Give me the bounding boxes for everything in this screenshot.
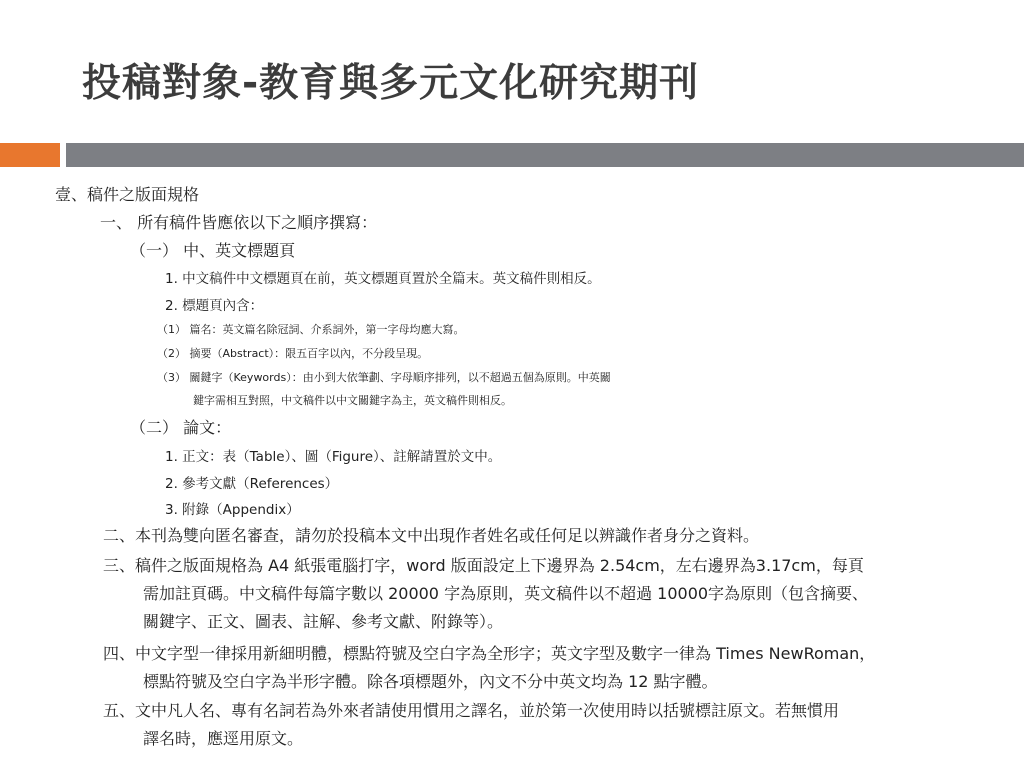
list-item: 1. 正文：表（Table）、圖（Figure）、註解請置於文中。 xyxy=(165,449,502,465)
paragraph: 二、本刊為雙向匿名審查，請勿於投稿本文中出現作者姓名或任何足以辨識作者身分之資料。 xyxy=(103,526,760,545)
paragraph-continuation: 標點符號及空白字為半形字體。除各項標題外，內文不分中英文均為 12 點字體。 xyxy=(143,672,718,691)
sub-heading: （一） 中、英文標題頁 xyxy=(130,241,296,260)
list-item: 1. 中文稿件中文標題頁在前，英文標題頁置於全篇末。英文稿件則相反。 xyxy=(165,271,601,287)
paragraph: 五、文中凡人名、專有名詞若為外來者請使用慣用之譯名，並於第一次使用時以括號標註原文。若無慣用 xyxy=(103,701,840,720)
paragraph-continuation: 需加註頁碼。中文稿件每篇字數以 20000 字為原則，英文稿件以不超過 10000字為原則（包含摘要、 xyxy=(143,584,869,603)
paragraph-continuation: 譯名時，應逕用原文。 xyxy=(143,729,304,748)
paragraph: 四、中文字型一律採用新細明體，標點符號及空白字為全形字；英文字型及數字一律為 Times NewRoman， xyxy=(103,644,876,663)
accent-bar xyxy=(0,143,60,167)
list-item-heading: 一、 所有稿件皆應依以下之順序撰寫： xyxy=(100,213,378,232)
page-title: 投稿對象-教育與多元文化研究期刊 xyxy=(82,61,700,106)
sub-heading: （二） 論文： xyxy=(130,418,232,437)
divider-bar xyxy=(66,143,1024,167)
paragraph-continuation: 關鍵字、正文、圖表、註解、參考文獻、附錄等）。 xyxy=(143,612,504,631)
list-item: （3） 關鍵字（Keywords）：由小到大依筆劃、字母順序排列，以不超過五個為原則。中英關 xyxy=(157,371,611,384)
list-item: （2） 摘要（Abstract）：限五百字以內，不分段呈現。 xyxy=(157,347,429,360)
paragraph: 三、稿件之版面規格為 A4 紙張電腦打字，word 版面設定上下邊界為 2.54cm，左右邊界為3.17cm，每頁 xyxy=(103,556,864,575)
list-item: 2. 標題頁內含： xyxy=(165,298,264,314)
section-heading: 壹、稿件之版面規格 xyxy=(55,185,200,204)
list-item: （1） 篇名：英文篇名除冠詞、介系詞外，第一字母均應大寫。 xyxy=(157,323,465,336)
list-item: 2. 參考文獻（References） xyxy=(165,476,339,492)
list-item-continuation: 鍵字需相互對照，中文稿件以中文關鍵字為主，英文稿件則相反。 xyxy=(193,394,512,407)
list-item: 3. 附錄（Appendix） xyxy=(165,502,300,518)
